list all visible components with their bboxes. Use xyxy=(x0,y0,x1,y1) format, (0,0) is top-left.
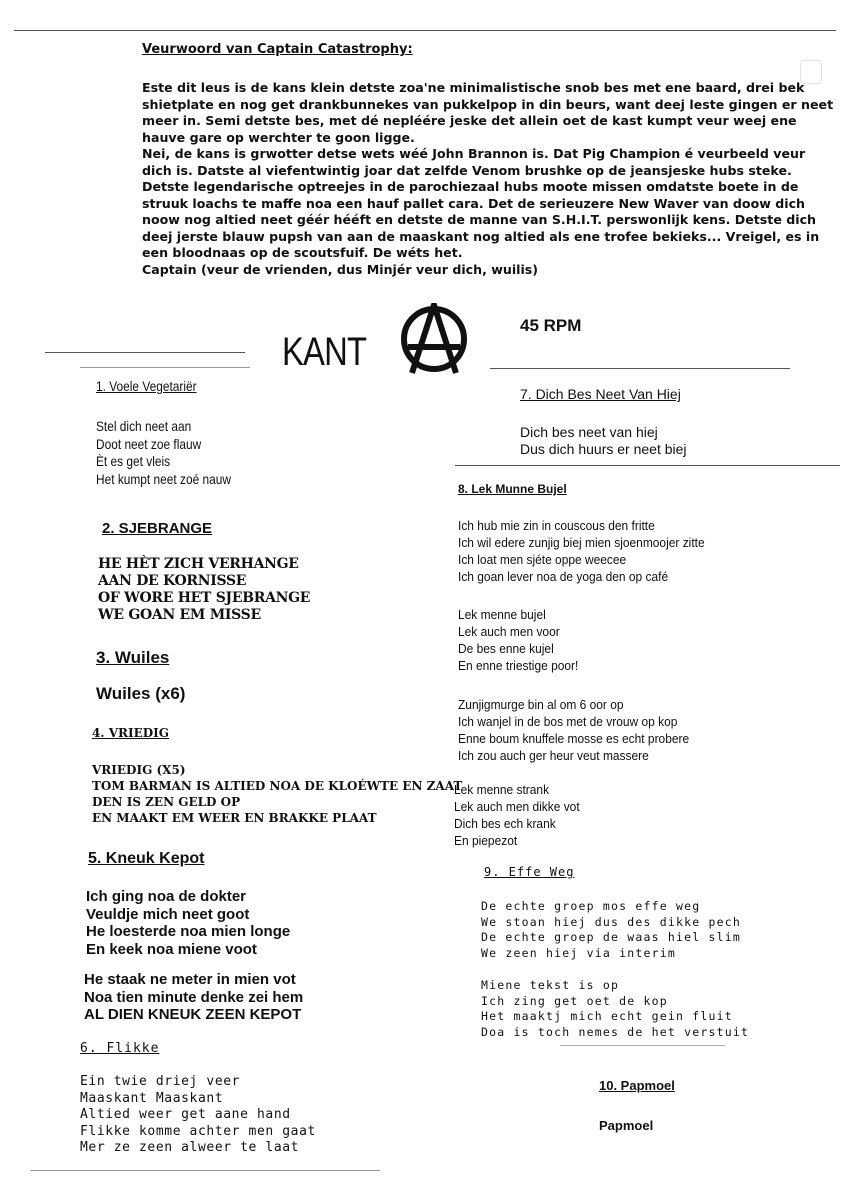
song-7-title: 7. Dich Bes Neet Van Hiej xyxy=(520,386,681,402)
left-section-rule-2 xyxy=(80,367,250,368)
right-box-rule xyxy=(455,465,840,466)
lyric-line: Mer ze zeen alweer te laat xyxy=(80,1140,300,1155)
preface-line: noow nog altied neet géér hééft en detste de manne van S.H.I.T. perswonlijk kens. Detste dich xyxy=(142,212,817,227)
song-4-lyrics xyxy=(92,762,462,826)
lyric-line: Noa tien minute denke zei hem xyxy=(84,988,304,1006)
song-4-title: 4. VRIEDIG xyxy=(92,726,170,740)
lyric-line: Het kumpt neet zoé nauw xyxy=(96,470,231,487)
preface-body xyxy=(142,80,834,278)
lyric-line: Dus dich huurs er neet biej xyxy=(520,441,687,457)
lyric-line: Flikke komme achter men gaat xyxy=(80,1123,316,1139)
lyric-line: VRIEDIG (X5) xyxy=(92,763,186,777)
lyric-line: En enne triestige poor! xyxy=(458,658,579,673)
lyric-line: Èt es get vleis xyxy=(96,453,171,469)
lyric-line: Lek menne bujel xyxy=(458,607,546,622)
lyric-line: OF WORE HET SJEBRANGE xyxy=(98,590,311,606)
lyric-line: Ich hub mie zin in couscous den fritte xyxy=(458,518,655,533)
song-3-title: 3. Wuiles xyxy=(96,648,170,667)
song-8-verse-3 xyxy=(458,696,689,764)
song-9-title: 9. Effe Weg xyxy=(484,865,575,879)
song-8-verse-4 xyxy=(454,781,580,849)
song-5-verse-1 xyxy=(86,888,290,958)
right-section-rule xyxy=(490,368,790,369)
lyric-line: WE GOAN EM MISSE xyxy=(98,607,261,623)
preface-line: Captain (veur de vrienden, dus Minjér veur dich, wuilis) xyxy=(142,261,539,277)
preface-line: deej jerste blauw pupsh van aan de maaskant nog altied als ene trofee bekieks... Vreigel, es in xyxy=(142,228,820,244)
lyric-line: We zeen hiej via interim xyxy=(481,945,676,960)
lyric-line: En keek noa miene voot xyxy=(86,940,257,958)
lyric-line: Maaskant Maaskant xyxy=(80,1090,224,1106)
lyric-line: De echte groep de waas hiel slim xyxy=(481,930,741,944)
preface-line: struuk loachs te maffe noa een hauf pallet cara. Det de serieuzere New Waver van doow dich xyxy=(142,195,806,211)
lyric-line: Enne boum knuffele mosse es echt probere xyxy=(458,731,690,746)
lyric-line: TOM BARMAN IS ALTIED NOA DE KLOÉWTE EN ZAAT xyxy=(92,779,463,793)
lyric-line: AL DIEN KNEUK ZEEN KEPOT xyxy=(84,1006,302,1023)
top-rule xyxy=(14,30,836,31)
lyric-line: We stoan hiej dus des dikke pech xyxy=(481,914,741,929)
side-label: KANT xyxy=(282,330,367,374)
song-6-title: 6. Flikke xyxy=(80,1041,160,1056)
preface-line: Este dit leus is de kans klein detste zoa'ne minimalistische snob bes met ene baard, drei bek xyxy=(142,80,805,95)
lyric-line: Lek menne strank xyxy=(454,782,550,797)
lyric-line: Ich zou auch ger heur veut massere xyxy=(458,748,649,763)
preface-line: hauve gare op werchter te goon ligge. xyxy=(142,129,415,145)
song-3-lyrics: Wuiles (x6) xyxy=(96,684,186,703)
lyric-line: Lek auch men dikke vot xyxy=(454,799,580,814)
lyric-line: Altied weer get aane hand xyxy=(80,1107,291,1122)
lyric-line: Veuldje mich neet goot xyxy=(86,905,250,923)
lyric-line: EN MAAKT EM WEER EN BRAKKE PLAAT xyxy=(92,811,377,825)
lyric-line: Doot neet zoe flauw xyxy=(96,435,202,452)
preface-line: shietplate en nog get drankbunnekes van pukkelpop in din beurs, want deej leste gingen er neet xyxy=(142,96,834,112)
song-1-lyrics xyxy=(96,418,231,488)
lyric-line: Het maaktj mich echt gein fluit xyxy=(481,1009,733,1023)
song-2-title: 2. SJEBRANGE xyxy=(102,520,213,537)
lyric-line: Ich loat men sjéte oppe weecee xyxy=(458,552,627,567)
lyric-line: Zunjigmurge bin al om 6 oor op xyxy=(458,697,624,712)
preface-line: een bloodnaas op de scoutsfuif. De wéts het. xyxy=(142,245,463,260)
song-9-verse-1 xyxy=(481,899,741,961)
lyric-line: Dich bes ech krank xyxy=(454,816,556,831)
lyric-line: HE HÈT ZICH VERHANGE xyxy=(98,556,299,572)
song-6-lyrics xyxy=(80,1074,316,1157)
lyric-line: En piepezot xyxy=(454,833,518,848)
lyric-line: Miene tekst is op xyxy=(481,978,620,992)
lyric-line: Ich wanjel in de bos met de vrouw op kop xyxy=(458,714,678,729)
left-section-rule xyxy=(45,352,245,353)
lyric-line: Ein twie driej veer xyxy=(80,1074,241,1089)
lyric-line: Ich ging noa de dokter xyxy=(86,888,247,905)
song-2-lyrics xyxy=(98,556,310,624)
lyric-line: Lek auch men voor xyxy=(458,624,560,639)
right-lower-rule xyxy=(560,1045,725,1046)
lyric-line: He staak ne meter in mien vot xyxy=(84,971,296,988)
song-10-title: 10. Papmoel xyxy=(599,1078,675,1093)
song-8-title: 8. Lek Munne Bujel xyxy=(458,482,567,496)
song-9-verse-2 xyxy=(481,978,749,1040)
song-8-verse-1 xyxy=(458,517,705,585)
song-8-verse-2 xyxy=(458,606,578,674)
preface-line: dich is. Datste al viefentwintig joar dat zelfde Venom brushke op de jeansjeske hubs steke. xyxy=(142,162,792,178)
song-7-lyrics xyxy=(520,424,687,458)
lyric-line: De echte groep mos effe weg xyxy=(481,899,701,913)
lyric-line: Ich goan lever noa de yoga den op café xyxy=(458,569,669,584)
lyric-line: Stel dich neet aan xyxy=(96,418,192,434)
lyric-line: Ich wil edere zunjig biej mien sjoenmoojer zitte xyxy=(458,535,705,550)
song-5-title: 5. Kneuk Kepot xyxy=(88,850,205,867)
preface-line: Nei, de kans is grwotter detse wets wéé John Brannon is. Dat Pig Champion é veurbeeld veur xyxy=(142,146,806,161)
lyric-line: He loesterde noa mien longe xyxy=(86,923,291,940)
record-speed: 45 RPM xyxy=(520,316,582,335)
preface-title: Veurwoord van Captain Catastrophy: xyxy=(142,42,413,57)
preface-line: Detste legendarische optreejes in de parochiezaal hubs moote missen omdatste boete in de xyxy=(142,179,799,194)
lyric-line: Ich zing get oet de kop xyxy=(481,993,668,1008)
lyric-line: Doa is toch nemes de het verstuit xyxy=(481,1024,750,1039)
lyric-line: Dich bes neet van hiej xyxy=(520,424,658,440)
preface-line: meer in. Semi detste bes, met dé nepléére jeske det allein oet de kast kumpt veur weej ene xyxy=(142,113,797,128)
song-5-verse-2 xyxy=(84,971,303,1024)
song-10-lyrics: Papmoel xyxy=(599,1118,654,1133)
anarchy-symbol-icon xyxy=(398,303,470,375)
lyric-line: AAN DE KORNISSE xyxy=(98,573,247,589)
lyric-line: De bes enne kujel xyxy=(458,641,554,656)
song-1-title: 1. Voele Vegetariër xyxy=(96,378,197,394)
bottom-left-rule xyxy=(30,1170,380,1171)
lyric-line: DEN IS ZEN GELD OP xyxy=(92,795,241,809)
